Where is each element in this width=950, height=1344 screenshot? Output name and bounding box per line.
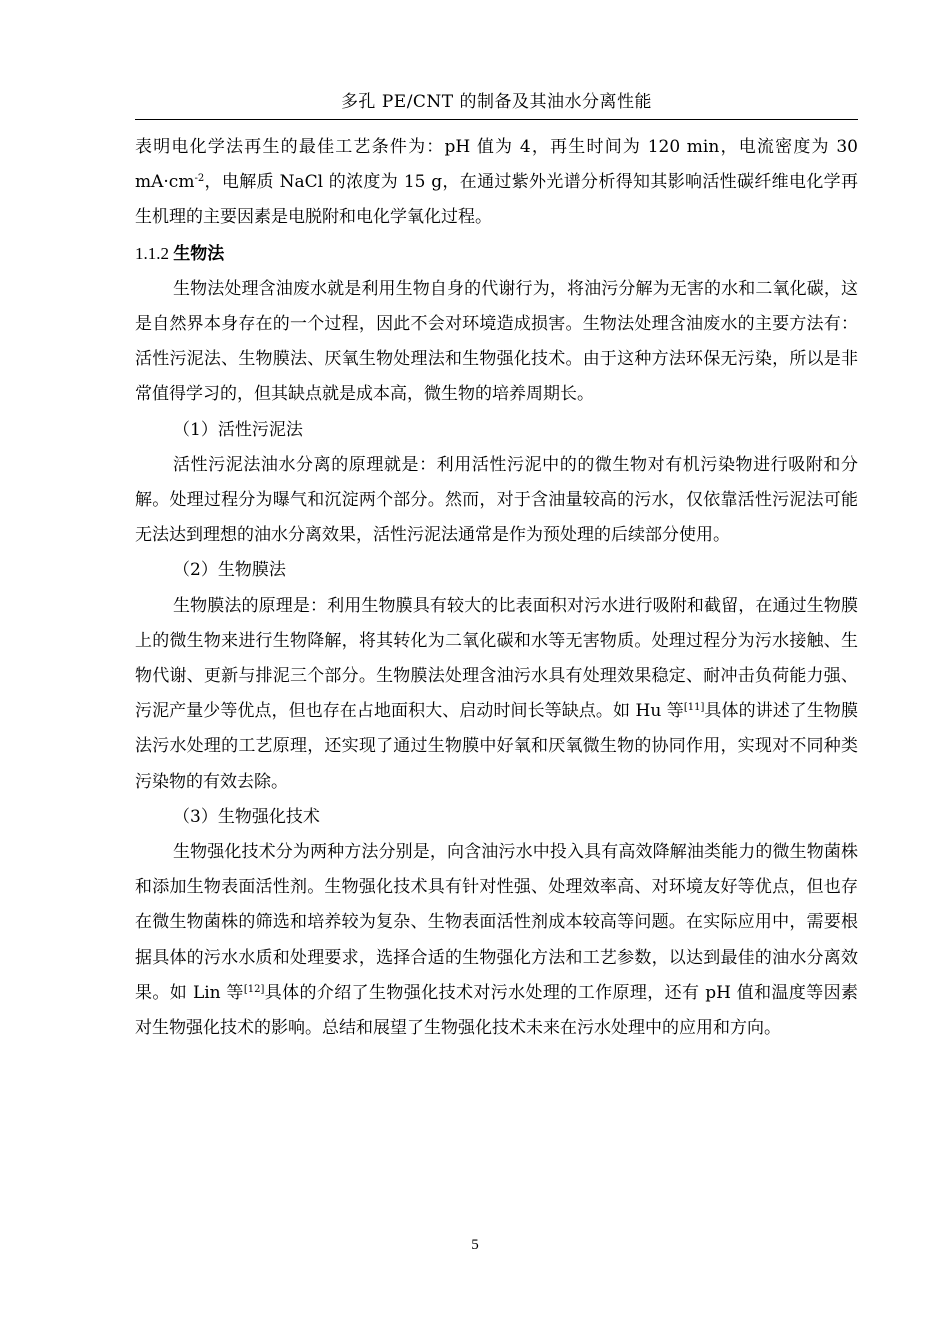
paragraph-biological-method: 生物法处理含油废水就是利用生物自身的代谢行为，将油污分解为无害的水和二氧化碳，这是自然界本身存在的一个过程，因此不会对环境造成损害。生物法处理含油废水的主要方法有：活性污泥法、生物膜法、厌氧生物处理法和生物强化技术。由于这种方法环保无污染，所以是非常值得学习的，但其缺点就是成本高，微生物的培养周期长。 xyxy=(135,278,858,405)
section-number: 1.1.2 xyxy=(135,243,174,263)
paragraph-text: 表明电化学法再生的最佳工艺条件为：pH 值为 4，再生时间为 120 min，电流密度为 30 mA·cm xyxy=(135,137,858,193)
superscript-unit: -2 xyxy=(194,173,205,185)
paragraph-text: 具体的介绍了生物强化技术对污水处理的工作原理，还有 pH 值和温度等因素对生物强化技术的影响。总结和展望了生物强化技术未来在污水处理中的应用和方向。 xyxy=(135,982,859,1039)
subheading-biofilm: （2）生物膜法 xyxy=(173,560,286,581)
section-heading xyxy=(135,236,858,272)
paragraph-biofilm xyxy=(135,589,858,800)
subheading-activated-sludge: （1）活性污泥法 xyxy=(173,419,303,440)
header-rule xyxy=(135,119,858,120)
paragraph-bioaugmentation xyxy=(135,835,858,1046)
citation-ref: [12] xyxy=(243,983,265,995)
paragraph-activated-sludge: 活性污泥法油水分离的原理就是：利用活性污泥中的的微生物对有机污染物进行吸附和分解。处理过程分为曝气和沉淀两个部分。然而，对于含油量较高的污水，仅依靠活性污泥法可能无法达到理想的油水分离效果，活性污泥法通常是作为预处理的后续部分使用。 xyxy=(135,454,858,546)
page-body xyxy=(135,130,858,1046)
paragraph-text: 生物膜法的原理是：利用生物膜具有较大的比表面积对污水进行吸附和截留，在通过生物膜上的微生物来进行生物降解，将其转化为二氧化碳和水等无害物质。处理过程分为污水接触、生物代谢、更新与排泥三个部分。生物膜法处理含油污水具有处理效果稳定、耐冲击负荷能力强、污泥产量少等优点，但也存在占地面积大、启动时间长等缺点。如 Hu 等 xyxy=(135,595,858,722)
paragraph-continuation xyxy=(135,130,858,236)
paragraph-text: 生物强化技术分为两种方法分别是，向含油污水中投入具有高效降解油类能力的微生物菌株和添加生物表面活性剂。生物强化技术具有针对性强、处理效率高、对环境友好等优点，但也存在微生物菌株的筛选和培养较为复杂、生物表面活性剂成本较高等问题。在实际应用中，需要根据具体的污水水质和处理要求，选择合适的生物强化方法和工艺参数，以达到最佳的油水分离效果。如 Lin 等 xyxy=(135,842,858,1003)
section-title: 生物法 xyxy=(173,243,225,264)
citation-ref: [11] xyxy=(683,702,705,714)
running-header: 多孔 PE/CNT 的制备及其油水分离性能 xyxy=(340,92,653,112)
page-number: 5 xyxy=(471,1237,479,1253)
paragraph-text: 具体的讲述了生物膜法污水处理的工艺原理，还实现了通过生物膜中好氧和厌氧微生物的协同作用，实现对不同种类污染物的有效去除。 xyxy=(135,701,858,792)
subheading-bioaugmentation: （3）生物强化技术 xyxy=(173,806,320,827)
paragraph-text: ，电解质 NaCl 的浓度为 15 g，在通过紫外光谱分析得知其影响活性碳纤维电化学再生机理的主要因素是电脱附和电化学氧化过程。 xyxy=(135,172,858,228)
